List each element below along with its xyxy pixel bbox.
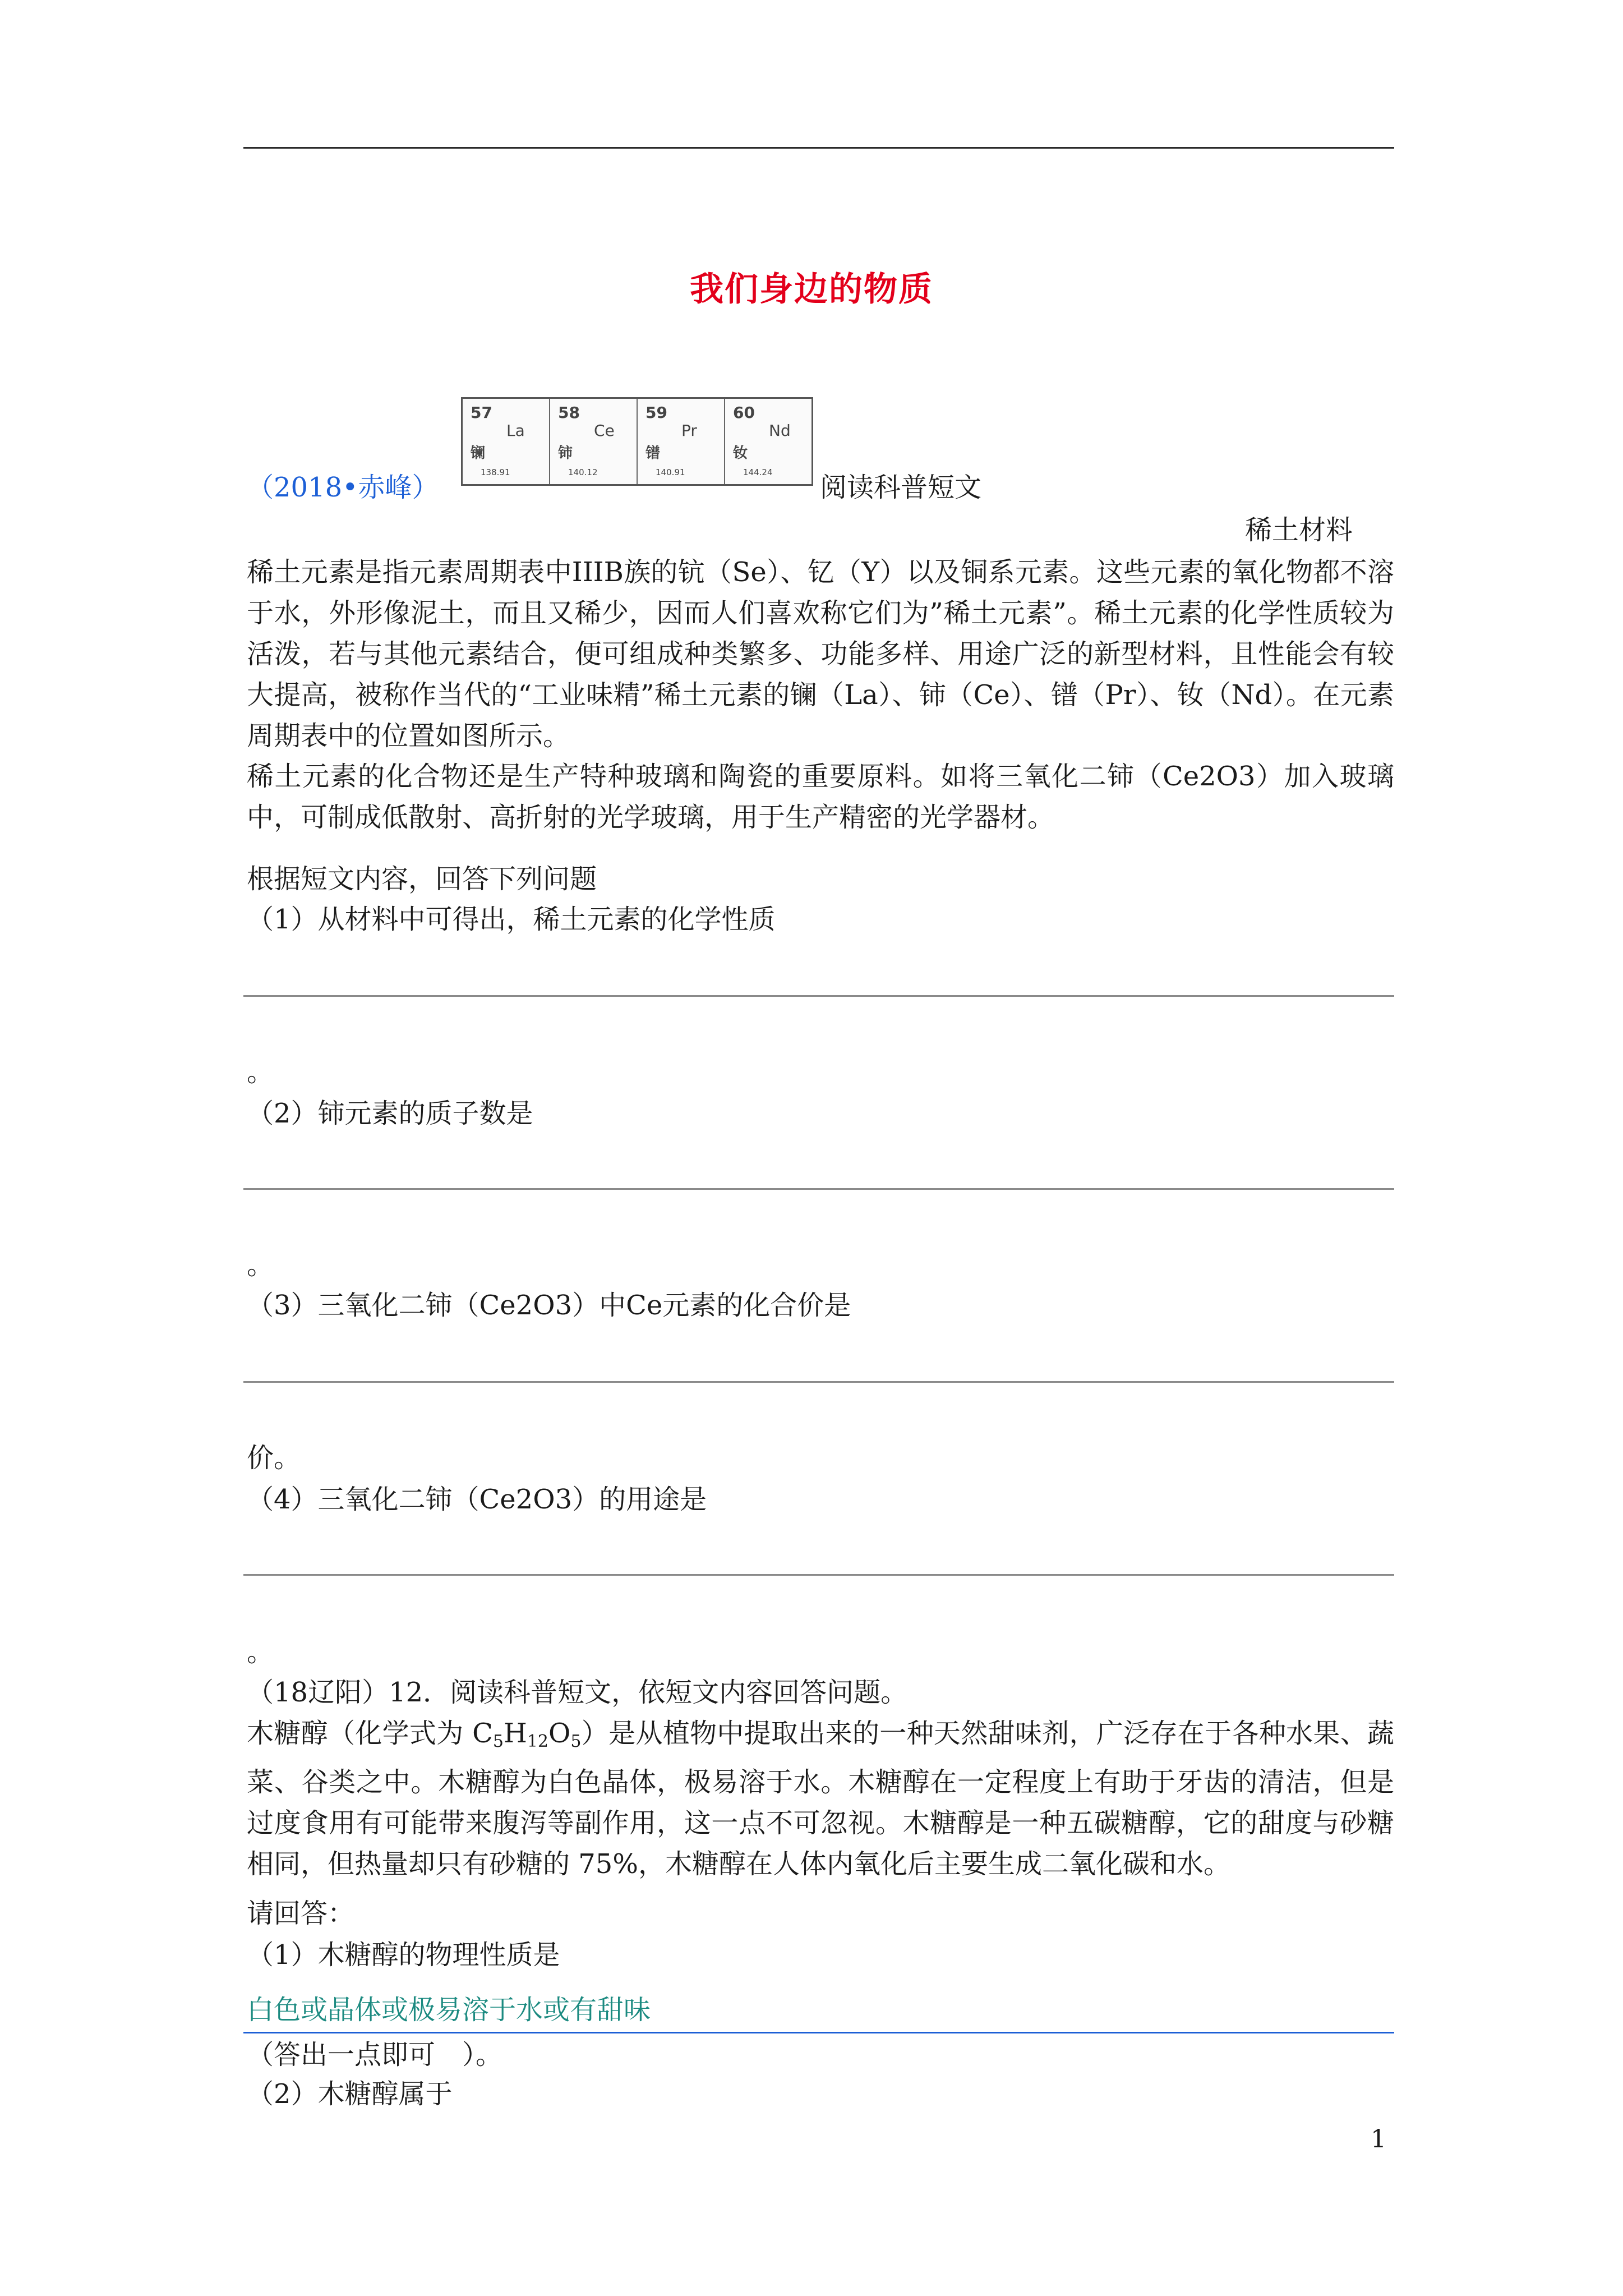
q2-formula-h: H <box>503 1718 527 1749</box>
element-cell-pr <box>638 399 725 484</box>
element-symbol: Ce <box>594 421 615 440</box>
q1-sub1: （1）从材料中可得出，稀土元素的化学性质 <box>247 904 776 935</box>
periodic-table-excerpt <box>461 397 813 486</box>
atomic-number: 60 <box>733 403 755 422</box>
atomic-mass: 138.91 <box>481 467 510 477</box>
q1-source: （2018•赤峰） <box>247 472 439 503</box>
q2-formula-o: O <box>548 1718 571 1749</box>
element-cell-ce <box>550 399 638 484</box>
atomic-mass: 144.24 <box>743 467 773 477</box>
page-title: 我们身边的物质 <box>690 270 933 309</box>
q1-paragraph-1: 稀土元素是指元素周期表中IIIB族的钪（Se）、钇（Y）以及铜系元素。这些元素的氧化物都不溶于水，外形像泥土，而且又稀少，因而人们喜欢称它们为”稀土元素”。稀土元素的化学性质较为活泼，若与其他元素结合，便可组成种类繁多、功能多样、用途广泛的新型材料，且性能会有较大提高，被称作当代的“工业味精”稀土元素的镧（La）、铈（Ce）、镨（Pr）、钕（Nd）。在元素周期表中的位置如图所示。 <box>247 556 1394 752</box>
q2-sub1: （1）木糖醇的物理性质是 <box>247 1939 560 1971</box>
q2-answer1: 白色或晶体或极易溶于水或有甜味 <box>247 1994 651 2026</box>
q2-please: 请回答： <box>247 1898 355 1929</box>
material-title: 稀土材料 <box>1245 514 1353 546</box>
q2-paragraph <box>247 1713 1394 1885</box>
q2-para-prefix: 木糖醇（化学式为 C <box>247 1718 493 1749</box>
atomic-number: 58 <box>558 403 580 422</box>
q1-instruction: 根据短文内容，回答下列问题 <box>247 863 597 895</box>
answer-line-3 <box>243 1381 1394 1383</box>
element-cell-nd <box>725 399 811 484</box>
q1-sub4: （4）三氧化二铈（Ce2O3）的用途是 <box>247 1484 707 1515</box>
element-cell-la <box>463 399 550 484</box>
answer-line-4 <box>243 1574 1394 1576</box>
atomic-mass: 140.12 <box>568 467 598 477</box>
page-number: 1 <box>1371 2125 1386 2154</box>
q1-intro: 阅读科普短文 <box>820 472 982 503</box>
q1-sub3-end: 价。 <box>247 1442 301 1474</box>
q1-sub3: （3）三氧化二铈（Ce2O3）中Ce元素的化合价是 <box>247 1290 851 1321</box>
element-symbol: La <box>506 421 525 440</box>
header-rule <box>243 147 1394 149</box>
subscript-c: 5 <box>492 1732 504 1751</box>
element-symbol: Pr <box>681 421 697 440</box>
q1-sub1-end: 。 <box>247 1056 274 1088</box>
atomic-number: 57 <box>471 403 492 422</box>
q1-sub2-end: 。 <box>247 1249 274 1281</box>
q2-note1: （答出一点即可 ）。 <box>247 2039 503 2070</box>
element-name: 钕 <box>733 445 748 462</box>
atomic-mass: 140.91 <box>656 467 685 477</box>
subscript-o: 5 <box>570 1732 582 1751</box>
q2-sub2: （2）木糖醇属于 <box>247 2078 453 2110</box>
element-name: 铈 <box>558 445 573 462</box>
element-name: 镨 <box>645 445 661 462</box>
q1-sub2: （2）铈元素的质子数是 <box>247 1098 533 1129</box>
q2-para-rest: ）是从植物中提取出来的一种天然甜味剂，广泛存在于各种水果、蔬菜、谷类之中。木糖醇为白色晶体，极易溶于水。木糖醇在一定程度上有助于牙齿的清洁，但是过度食用有可能带来腹泻等副作用，这一点不可忽视。木糖醇是一种五碳糖醇，它的甜度与砂糖相同，但热量却只有砂糖的 75%，木糖醇在人体内氧化后主要生成二氧化碳和水。 <box>247 1718 1394 1880</box>
q2-heading: （18辽阳）12．阅读科普短文，依短文内容回答问题。 <box>247 1677 908 1708</box>
answer-line-2 <box>243 1188 1394 1190</box>
q1-sub4-end: 。 <box>247 1636 274 1668</box>
atomic-number: 59 <box>645 403 667 422</box>
subscript-h: 12 <box>527 1732 548 1751</box>
q1-paragraph-2: 稀土元素的化合物还是生产特种玻璃和陶瓷的重要原料。如将三氧化二铈（Ce2O3）加入玻璃中，可制成低散射、高折射的光学玻璃，用于生产精密的光学器材。 <box>247 761 1394 833</box>
element-symbol: Nd <box>769 421 791 440</box>
answer-line-5 <box>243 2032 1394 2033</box>
element-name: 镧 <box>471 445 486 462</box>
answer-line-1 <box>243 995 1394 997</box>
